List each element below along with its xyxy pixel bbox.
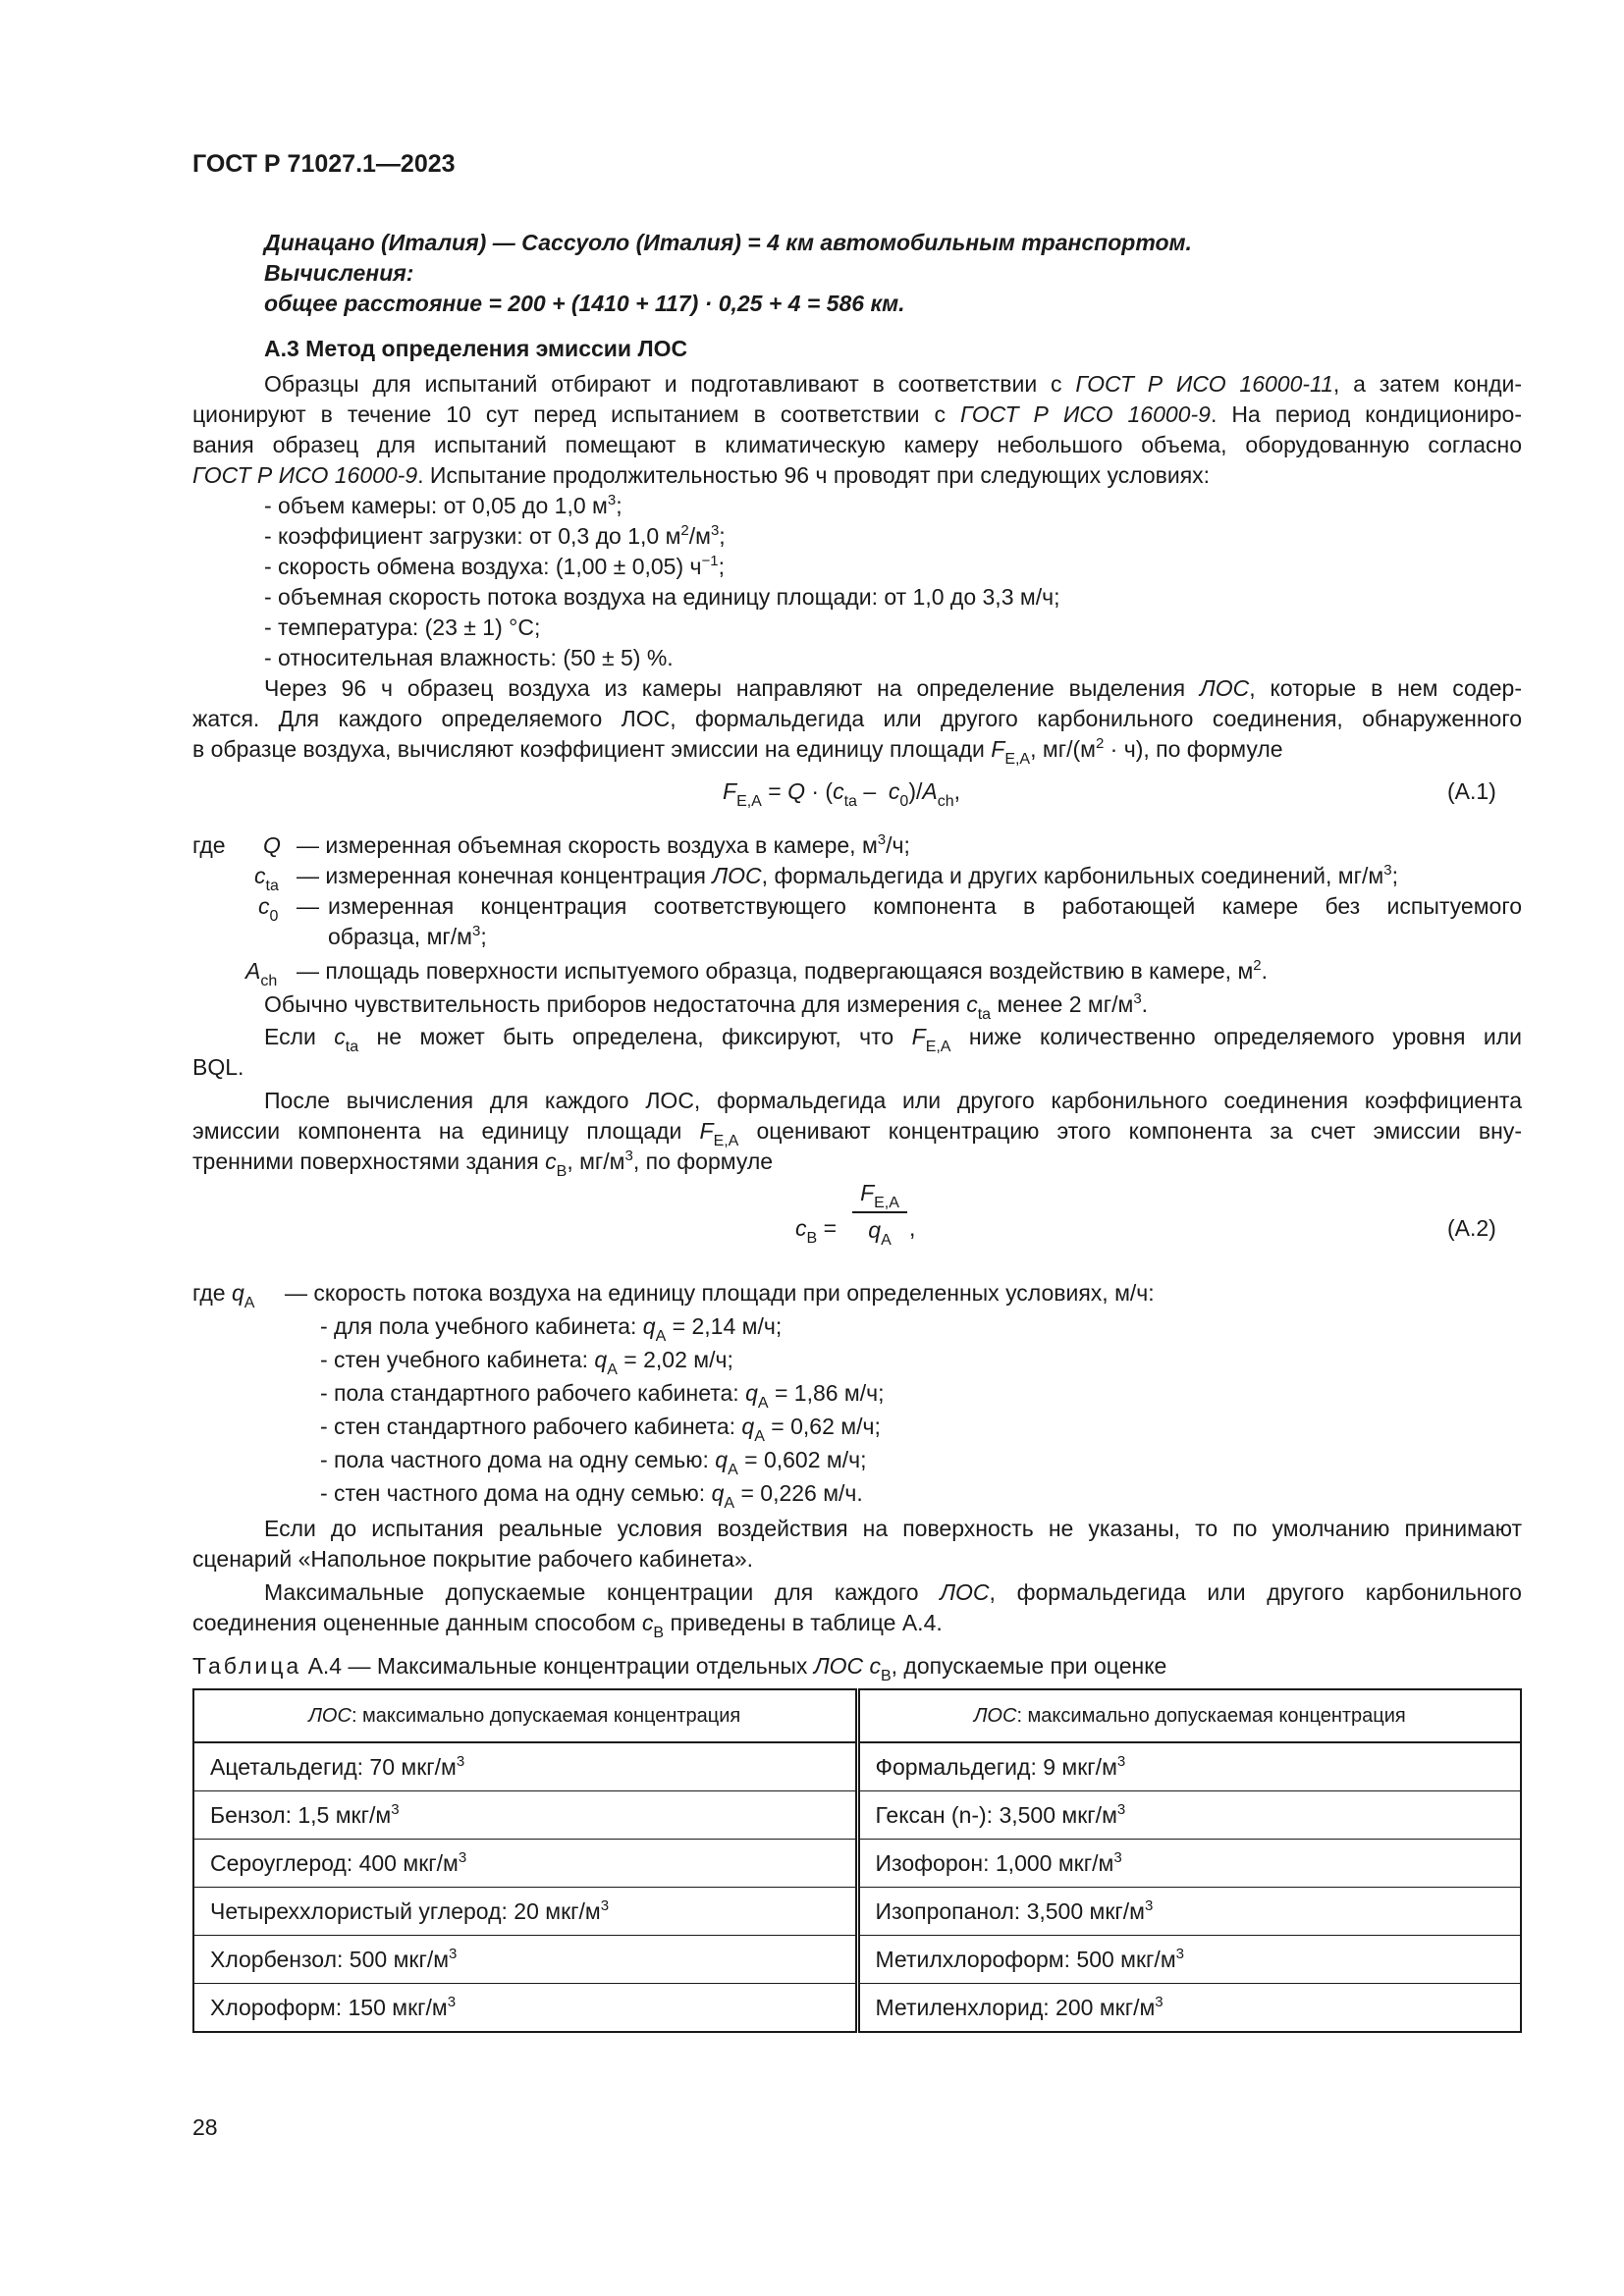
table-cell: Хлороформ: 150 мкг/$м^3$ <box>193 1984 857 2033</box>
formula-a1: $F_{E,A} = Q \cdot (c_{ta} - c_0)/A_{ch}$, <box>723 778 961 810</box>
standard-reference: ГОСТ Р ИСО 16000-9 <box>192 462 418 488</box>
para2-line-3: в образце воздуха, вычисляют коэффициент эмиссии на единицу площади $F_{E,A}$, $мг/(м^2 \cdot ч)$, по формуле <box>192 735 1283 768</box>
table-row <box>193 1840 1521 1888</box>
document-header: ГОСТ Р 71027.1—2023 <box>192 150 456 178</box>
where-item-4: — площадь поверхности испытуемого образца, подвергающаяся воздействию в камере, $м^2$. <box>297 957 1268 984</box>
intro-line-3: общее расстояние = 200 + (1410 + 117) · 0,25 + 4 = 586 км. <box>264 291 905 316</box>
para2-line-2: жатся. Для каждого определяемого ЛОС, формальдегида или другого карбонильного соединения, обнаруженного <box>192 706 1522 731</box>
table-cell: Ацетальдегид: 70 мкг/$м^3$ <box>193 1742 857 1791</box>
standard-reference: ГОСТ Р ИСО 16000-11 <box>1075 371 1333 397</box>
section-title: А.3 Метод определения эмиссии ЛОС <box>264 336 688 361</box>
where-item-1: — измеренная объемная скорость воздуха в камере, $м^3/ч$; <box>297 831 910 858</box>
para1-line-4: ГОСТ Р ИСО 16000-9. Испытание продолжительностью 96 ч проводят при следующих условиях: <box>192 462 1211 488</box>
concentration-table <box>192 1688 1522 2033</box>
table-row <box>193 1984 1521 2033</box>
formula-a2-comma: , <box>909 1215 916 1241</box>
intro-line-1: Динацано (Италия) — Сассуоло (Италия) = 4 км автомобильным транспортом. <box>264 230 1192 255</box>
formula-a2-number: (А.2) <box>1447 1215 1496 1241</box>
qa-value-item: - стен учебного кабинета: $q_A = 2,02$ м/ч; <box>320 1347 733 1378</box>
formula-a2-lhs: $c_B$ = <box>795 1215 837 1247</box>
table-cell: Формальдегид: 9 мкг/$м^3$ <box>857 1742 1521 1791</box>
para5-line-1: Если до испытания реальные условия воздействия на поверхность не указаны, то по умолчанию принимают <box>264 1516 1522 1541</box>
formula-a2-fraction <box>852 1178 907 1256</box>
where-item-2: — измеренная конечная концентрация ЛОС, формальдегида и других карбонильных соединений, $мг/м^3$; <box>297 862 1398 888</box>
table-cell: Изофорон: 1,000 мкг/$м^3$ <box>857 1840 1521 1888</box>
condition-item: - температура: (23 ± 1) °С; <box>264 614 541 640</box>
condition-item: - объемная скорость потока воздуха на единицу площади: от 1,0 до 3,3 м/ч; <box>264 584 1060 610</box>
table-row <box>193 1791 1521 1840</box>
para3-line-2: Если $c_{ta}$ не может быть определена, фиксируют, что $F_{E,A}$ ниже количественно определяемого уровня или <box>264 1024 1522 1055</box>
table-cell: Метилхлороформ: 500 мкг/$м^3$ <box>857 1936 1521 1984</box>
condition-item: - относительная влажность: (50 ± 5) %. <box>264 645 674 670</box>
intro-line-2: Вычисления: <box>264 260 414 286</box>
para3-line-1: Обычно чувствительность приборов недостаточна для измерения $c_{ta}$ менее 2 $мг/м^3$. <box>264 990 1149 1023</box>
fraction-bar <box>852 1211 907 1213</box>
symbol-c-ta: $c_{ta}$ <box>254 863 279 894</box>
para4-line-1: После вычисления для каждого ЛОС, формальдегида или другого карбонильного соединения коэффициента <box>264 1088 1522 1113</box>
symbol-c-0: $c_0$ <box>258 893 279 925</box>
qa-value-item: - для пола учебного кабинета: $q_A = 2,14$ м/ч; <box>320 1313 783 1345</box>
where-label-2: где $q_A$ <box>192 1280 255 1311</box>
where-label: где <box>192 832 226 858</box>
condition-item: - объем камеры: от 0,05 до 1,0 $м^3$; <box>264 492 623 518</box>
table-cell: Изопропанол: 3,500 мкг/$м^3$ <box>857 1888 1521 1936</box>
table-caption: Таблица А.4 — Максимальные концентрации отдельных ЛОС $c_B$, допускаемые при оценке <box>192 1653 1167 1684</box>
symbol-Q: Q <box>263 832 281 858</box>
qa-value-item: - пола стандартного рабочего кабинета: $q_A = 1,86$ м/ч; <box>320 1380 885 1412</box>
table-row <box>193 1888 1521 1936</box>
where-item-3-line-2: образца, $мг/м^3$; <box>328 923 487 949</box>
table-cell: Гексан (n-): 3,500 мкг/$м^3$ <box>857 1791 1521 1840</box>
qa-value-item: - пола частного дома на одну семью: $q_A = 0,602$ м/ч; <box>320 1447 867 1478</box>
para1-line-1: Образцы для испытаний отбирают и подготавливают в соответствии с ГОСТ Р ИСО 16000-11, а затем конди- <box>264 371 1523 397</box>
column-header: ЛОС: максимально допускаемая концентрация <box>193 1689 857 1742</box>
fraction-numerator: $F_{E,A}$ <box>860 1180 899 1211</box>
table-cell: Бензол: 1,5 мкг/$м^3$ <box>193 1791 857 1840</box>
where2-intro: — скорость потока воздуха на единицу площади при определенных условиях, м/ч: <box>285 1280 1155 1306</box>
table-cell: Четыреххлористый углерод: 20 мкг/$м^3$ <box>193 1888 857 1936</box>
condition-item: - скорость обмена воздуха: (1,00 ± 0,05) $ч^{-1}$; <box>264 553 725 579</box>
para4-line-3: тренними поверхностями здания $c_B$, $мг/м^3$, по формуле <box>192 1148 774 1180</box>
table-row <box>193 1936 1521 1984</box>
para6-line-1: Максимальные допускаемые концентрации для каждого ЛОС, формальдегида или другого карбонильного <box>264 1579 1522 1605</box>
condition-item: - коэффициент загрузки: от 0,3 до 1,0 $м^2/м^3$; <box>264 522 726 549</box>
where-item-3-dash: — <box>297 893 319 919</box>
column-header: ЛОС: максимально допускаемая концентрация <box>857 1689 1521 1742</box>
table-row <box>193 1742 1521 1791</box>
page-number: 28 <box>192 2114 218 2140</box>
para2-line-1: Через 96 ч образец воздуха из камеры направляют на определение выделения ЛОС, которые в нем содер- <box>264 675 1522 701</box>
where-item-3-line-1: измеренная концентрация соответствующего компонента в работающей камере без испытуемого <box>328 893 1522 919</box>
para1-line-3: вания образец для испытаний помещают в климатическую камеру небольшого объема, оборудованную согласно <box>192 432 1522 457</box>
table-cell: Сероуглерод: 400 мкг/$м^3$ <box>193 1840 857 1888</box>
table-cell: Хлорбензол: 500 мкг/$м^3$ <box>193 1936 857 1984</box>
para4-line-2: эмиссии компонента на единицу площади $F_{E,A}$ оценивают концентрацию этого компонента за счет эмиссии вну- <box>192 1118 1523 1149</box>
qa-value-item: - стен стандартного рабочего кабинета: $q_A = 0,62$ м/ч; <box>320 1414 881 1445</box>
para5-line-2: сценарий «Напольное покрытие рабочего кабинета». <box>192 1546 754 1572</box>
fraction-denominator: $q_A$ <box>868 1217 892 1249</box>
para6-line-2: соединения оцененные данным способом $c_B$ приведены в таблице А.4. <box>192 1610 943 1641</box>
table-header-row <box>193 1689 1521 1742</box>
formula-a1-number: (А.1) <box>1447 778 1496 804</box>
qa-value-item: - стен частного дома на одну семью: $q_A = 0,226$ м/ч. <box>320 1480 863 1512</box>
table-cell: Метиленхлорид: 200 мкг/$м^3$ <box>857 1984 1521 2033</box>
standard-reference: ГОСТ Р ИСО 16000-9 <box>959 401 1211 427</box>
para1-line-2: ционируют в течение 10 сут перед испытанием в соответствии с ГОСТ Р ИСО 16000-9. На период кондициониро- <box>192 401 1522 427</box>
symbol-a-ch: $A_{ch}$ <box>245 958 278 989</box>
para3-line-3: BQL. <box>192 1054 244 1080</box>
